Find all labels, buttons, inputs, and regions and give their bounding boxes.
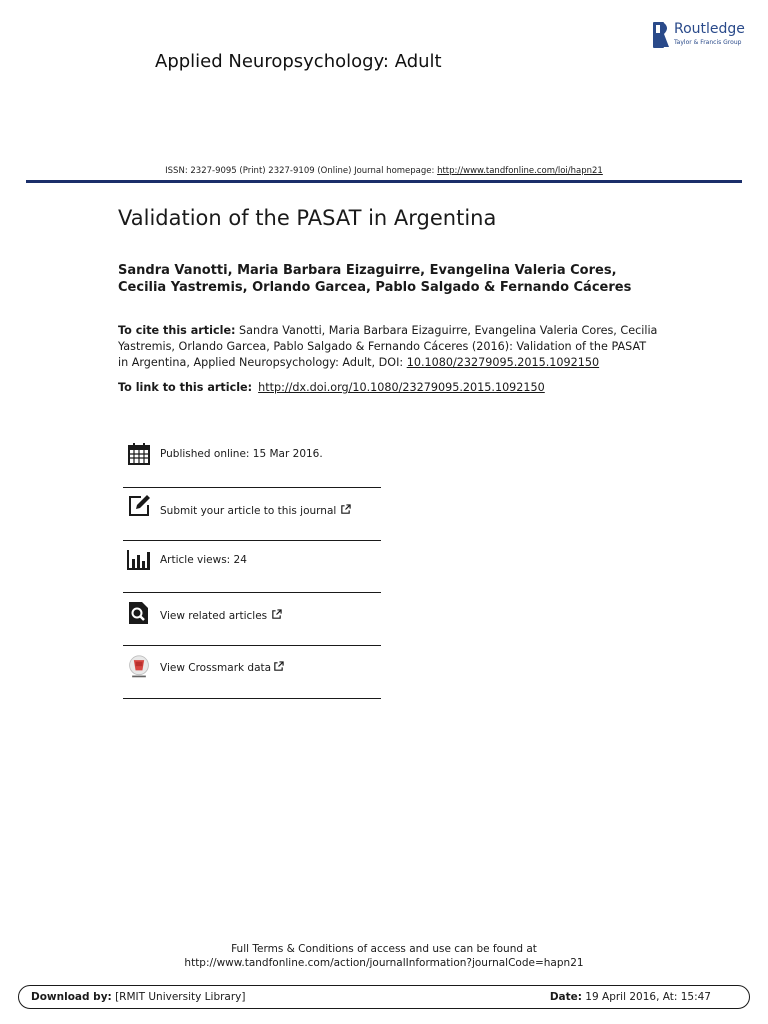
info-divider xyxy=(123,487,381,488)
header-divider xyxy=(26,180,742,183)
external-link-icon xyxy=(273,661,284,672)
info-divider xyxy=(123,698,381,699)
publisher-group: Taylor & Francis Group xyxy=(674,39,742,46)
routledge-logo-icon xyxy=(652,20,670,50)
calendar-icon xyxy=(127,442,151,466)
crossmark-label[interactable]: View Crossmark data xyxy=(160,661,284,674)
submit-article-item[interactable] xyxy=(123,494,381,546)
publisher-logo[interactable] xyxy=(652,20,752,50)
cite-doi-link[interactable]: 10.1080/23279095.2015.1092150 xyxy=(406,356,600,369)
journal-homepage-link[interactable]: http://www.tandfonline.com/loi/hapn21 xyxy=(437,166,603,176)
issn-text: ISSN: 2327-9095 (Print) 2327-9109 (Online) Journal homepage: xyxy=(165,166,438,176)
download-by: Download by: [RMIT University Library] xyxy=(31,991,246,1003)
edit-icon xyxy=(127,494,151,518)
journal-title: Applied Neuropsychology: Adult xyxy=(155,51,442,72)
issn-line xyxy=(0,166,768,176)
citation-block xyxy=(118,323,658,371)
info-divider xyxy=(123,592,381,593)
download-date: Date: 19 April 2016, At: 15:47 xyxy=(549,991,711,1003)
submit-article-label[interactable]: Submit your article to this journal xyxy=(160,504,351,517)
info-divider xyxy=(123,540,381,541)
article-title: Validation of the PASAT in Argentina xyxy=(118,206,497,230)
crossmark-icon xyxy=(127,655,151,679)
terms-text: Full Terms & Conditions of access and use can be found at xyxy=(231,943,537,955)
bar-chart-icon xyxy=(127,548,151,572)
external-link-icon xyxy=(271,609,282,620)
info-divider xyxy=(123,645,381,646)
terms-url[interactable]: http://www.tandfonline.com/action/journalInformation?journalCode=hapn21 xyxy=(184,957,584,969)
search-document-icon xyxy=(127,601,151,625)
link-label: To link to this article: xyxy=(118,381,253,394)
crossmark-item[interactable] xyxy=(123,655,381,707)
article-views-label: Article views: 24 xyxy=(160,554,247,566)
related-articles-label[interactable]: View related articles xyxy=(160,609,282,622)
article-doi-link[interactable]: http://dx.doi.org/10.1080/23279095.2015.1092150 xyxy=(258,381,545,394)
article-link-block xyxy=(118,380,658,396)
cite-text: Sandra Vanotti, Maria Barbara Eizaguirre, Evangelina Valeria Cores, Cecilia Yastremis, Orlando Garcea, Pablo Salgado & Fernando Cáceres (2016): Validation of the PASAT in Argentina, Applied Neuropsychology: Adult, DOI: xyxy=(118,324,658,369)
article-authors: Sandra Vanotti, Maria Barbara Eizaguirre, Evangelina Valeria Cores, Cecilia Yastremis, Orlando Garcea, Pablo Salgado & Fernando Cáceres xyxy=(118,263,632,295)
download-info-bar xyxy=(18,985,750,1009)
cite-label: To cite this article: xyxy=(118,324,236,337)
published-online-label: Published online: 15 Mar 2016. xyxy=(160,448,323,460)
external-link-icon xyxy=(340,504,351,515)
publisher-name: Routledge xyxy=(674,21,745,37)
